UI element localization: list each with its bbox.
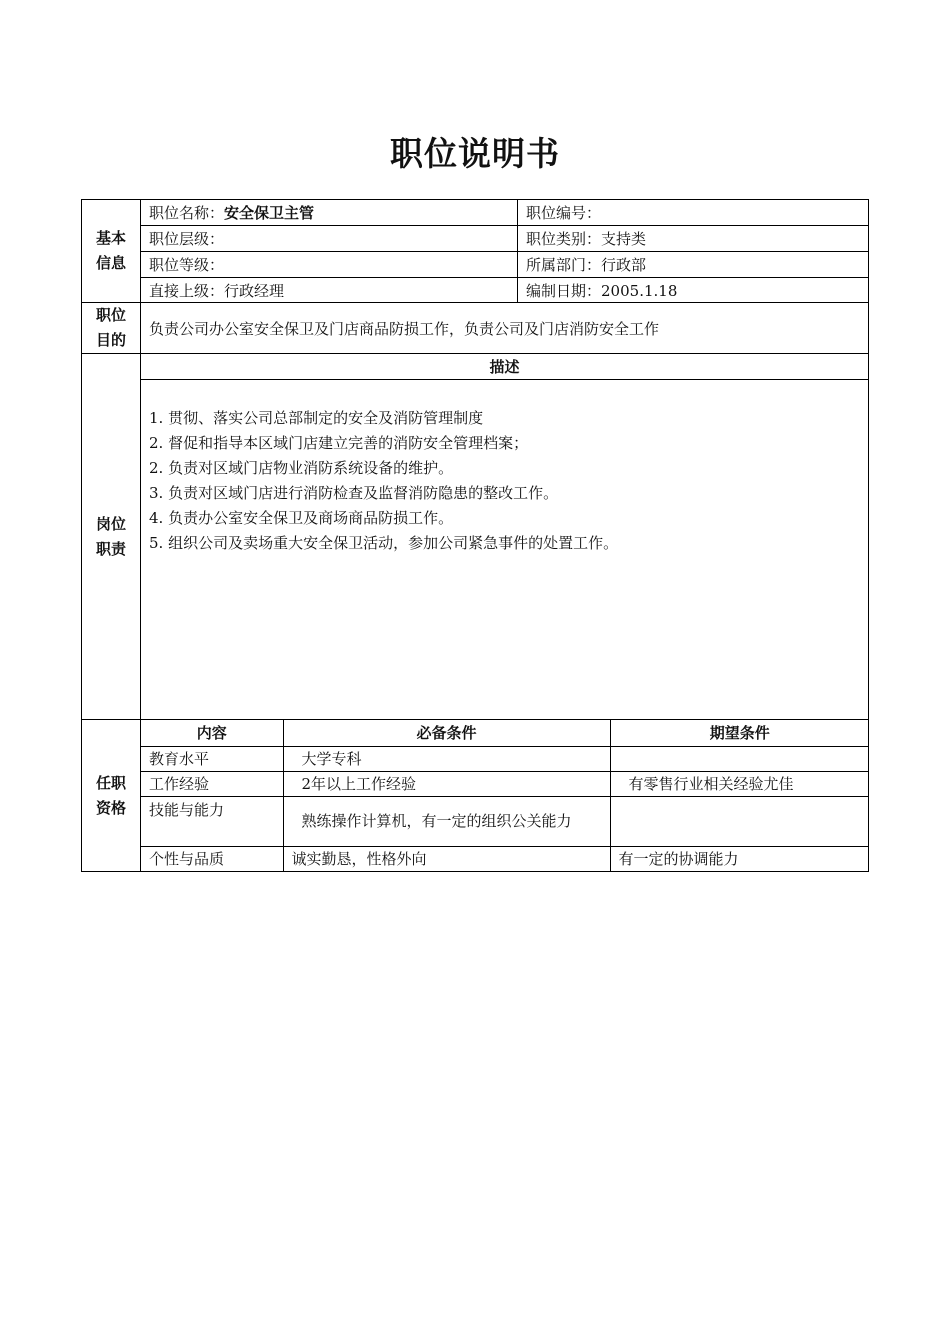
- date-label: 编制日期：: [526, 281, 602, 300]
- supervisor-label: 直接上级：: [149, 281, 225, 300]
- col-header-required: 必备条件: [283, 720, 610, 746]
- position-name-value: 安全保卫主管: [224, 204, 315, 222]
- document-title: 职位说明书: [390, 134, 560, 173]
- qualification-item: 技能与能力: [141, 796, 283, 846]
- position-category-label: 职位类别：: [526, 230, 602, 248]
- date-cell: [518, 278, 869, 303]
- job-description-table: [81, 199, 869, 872]
- table-row: [141, 771, 869, 796]
- table-row: [141, 846, 869, 871]
- basic-info-label-text: 基本信息: [95, 229, 126, 272]
- duties-label-text: 岗位职责: [95, 514, 126, 558]
- position-level-label: 职位层级：: [149, 230, 225, 248]
- purpose-section-label: [82, 303, 141, 354]
- qualification-item: 工作经验: [141, 771, 283, 796]
- position-grade-label: 职位等级：: [149, 256, 225, 274]
- duties-header: 描述: [141, 354, 869, 380]
- department-label: 所属部门：: [526, 256, 602, 274]
- col-header-content: 内容: [141, 720, 283, 746]
- table-row: [141, 746, 869, 771]
- position-name-label: 职位名称：: [149, 204, 225, 222]
- position-code-cell: [518, 200, 869, 226]
- qualifications-table: [141, 720, 869, 871]
- qualifications-header-row: [141, 720, 869, 746]
- purpose-text: 负责公司办公室安全保卫及门店商品防损工作，负责公司及门店消防安全工作: [141, 303, 869, 354]
- qualification-preferred: 有一定的协调能力: [610, 846, 869, 871]
- position-name-cell: [141, 200, 518, 226]
- position-category-value: 支持类: [601, 230, 647, 248]
- qualification-preferred: 有零售行业相关经验尤佳: [610, 771, 869, 796]
- duties-section-label: [82, 354, 141, 720]
- qualification-item: 个性与品质: [141, 846, 283, 871]
- date-value: 2005.1.18: [601, 281, 678, 300]
- table-row: [141, 796, 869, 846]
- position-category-cell: [518, 226, 869, 252]
- qualifications-label-text: 任职资格: [95, 773, 126, 817]
- position-level-cell: [141, 226, 518, 252]
- duty-item: 2. 负责对区域门店物业消防系统设备的维护。: [149, 459, 454, 477]
- duty-item: 4. 负责办公室安全保卫及商场商品防损工作。: [149, 509, 454, 527]
- col-header-preferred: 期望条件: [610, 720, 869, 746]
- duty-item: 1. 贯彻、落实公司总部制定的安全及消防管理制度: [149, 409, 484, 427]
- supervisor-value: 行政经理: [224, 281, 285, 300]
- duty-item: 3. 负责对区域门店进行消防检查及监督消防隐患的整改工作。: [149, 484, 559, 502]
- duty-item: 5. 组织公司及卖场重大安全保卫活动，参加公司紧急事件的处置工作。: [149, 534, 619, 552]
- basic-info-section-label: [82, 200, 141, 303]
- qualification-required: 诚实勤恳，性格外向: [283, 846, 610, 871]
- qualification-required: 2年以上工作经验: [283, 771, 610, 796]
- duty-item: 2. 督促和指导本区域门店建立完善的消防安全管理档案；: [149, 434, 529, 452]
- qualification-required: 熟练操作计算机，有一定的组织公关能力: [283, 796, 610, 846]
- department-cell: [518, 252, 869, 278]
- department-value: 行政部: [601, 256, 647, 274]
- supervisor-cell: [141, 278, 518, 303]
- qualification-preferred: [610, 796, 869, 846]
- position-code-label: 职位编号：: [526, 204, 602, 222]
- position-grade-cell: [141, 252, 518, 278]
- qualification-item: 教育水平: [141, 746, 283, 771]
- qualification-preferred: [610, 746, 869, 771]
- qualification-required: 大学专科: [283, 746, 610, 771]
- qualifications-cell: [141, 720, 869, 872]
- qualifications-section-label: [82, 720, 141, 872]
- purpose-label-text: 职位目的: [95, 306, 126, 349]
- duties-list: [141, 380, 869, 720]
